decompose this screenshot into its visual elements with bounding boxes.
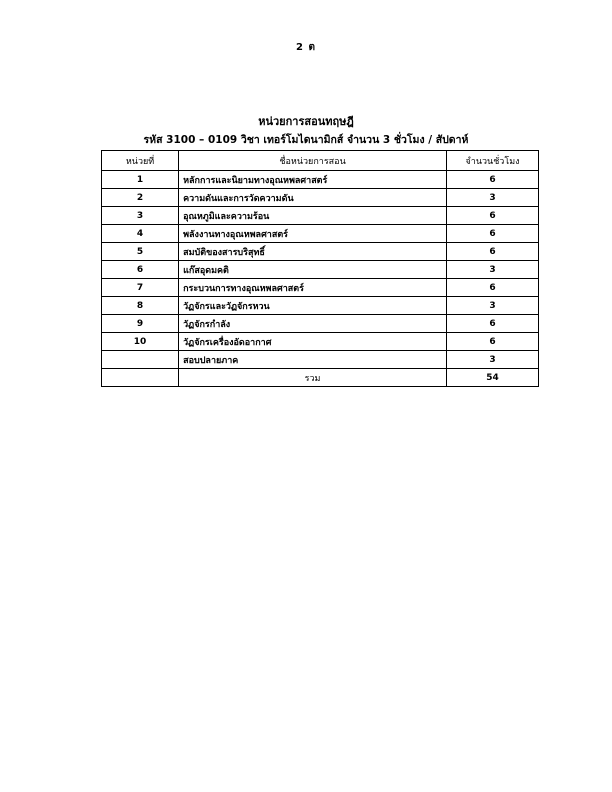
- table-row: [102, 189, 539, 207]
- unit-hours: 3: [447, 261, 539, 279]
- table-row: [102, 333, 539, 351]
- unit-hours: 6: [447, 243, 539, 261]
- unit-name: สอบปลายภาค: [179, 351, 447, 369]
- teaching-units-table: [101, 150, 539, 387]
- unit-name: วัฏจักรเครื่องอัดอากาศ: [179, 333, 447, 351]
- unit-number: 4: [102, 225, 179, 243]
- unit-name: ความดันและการวัดความดัน: [179, 189, 447, 207]
- document-title: หน่วยการสอนทฤษฎี: [258, 115, 354, 128]
- header-unit: หน่วยที่: [102, 151, 179, 171]
- table-row: [102, 243, 539, 261]
- unit-number: 8: [102, 297, 179, 315]
- unit-name: กระบวนการทางอุณหพลศาสตร์: [179, 279, 447, 297]
- unit-hours: 3: [447, 297, 539, 315]
- unit-hours: 3: [447, 189, 539, 207]
- table-row: [102, 297, 539, 315]
- unit-number: [102, 351, 179, 369]
- unit-name: พลังงานทางอุณหพลศาสตร์: [179, 225, 447, 243]
- unit-hours: 6: [447, 315, 539, 333]
- header-unit-name: ชื่อหน่วยการสอน: [179, 151, 447, 171]
- unit-number: 5: [102, 243, 179, 261]
- unit-name: อุณหภูมิและความร้อน: [179, 207, 447, 225]
- total-label: รวม: [179, 369, 447, 387]
- unit-hours: 6: [447, 279, 539, 297]
- table-row: [102, 171, 539, 189]
- unit-hours: 6: [447, 171, 539, 189]
- total-blank-cell: [102, 369, 179, 387]
- unit-name: หลักการและนิยามทางอุณหพลศาสตร์: [179, 171, 447, 189]
- unit-number: 10: [102, 333, 179, 351]
- table-row: [102, 279, 539, 297]
- table-header-row: [102, 151, 539, 171]
- unit-number: 7: [102, 279, 179, 297]
- unit-number: 3: [102, 207, 179, 225]
- unit-name: สมบัติของสารบริสุทธิ์: [179, 243, 447, 261]
- unit-number: 1: [102, 171, 179, 189]
- unit-number: 9: [102, 315, 179, 333]
- unit-name: วัฏจักรกำลัง: [179, 315, 447, 333]
- table-row: [102, 207, 539, 225]
- unit-hours: 3: [447, 351, 539, 369]
- unit-hours: 6: [447, 225, 539, 243]
- page-number: 2 ต: [296, 42, 316, 53]
- total-hours: 54: [447, 369, 539, 387]
- course-subtitle: รหัส 3100 – 0109 วิชา เทอร์โมไดนามิกส์ จำนวน 3 ชั่วโมง / สัปดาห์: [143, 134, 469, 146]
- table-row: [102, 315, 539, 333]
- unit-number: 6: [102, 261, 179, 279]
- unit-name: วัฏจักรและวัฏจักรหวน: [179, 297, 447, 315]
- unit-hours: 6: [447, 207, 539, 225]
- unit-name: แก๊สอุดมคติ: [179, 261, 447, 279]
- table-row: [102, 225, 539, 243]
- header-hours: จำนวนชั่วโมง: [447, 151, 539, 171]
- unit-number: 2: [102, 189, 179, 207]
- unit-hours: 6: [447, 333, 539, 351]
- table-row: [102, 261, 539, 279]
- table-row-final-exam: [102, 351, 539, 369]
- table-total-row: [102, 369, 539, 387]
